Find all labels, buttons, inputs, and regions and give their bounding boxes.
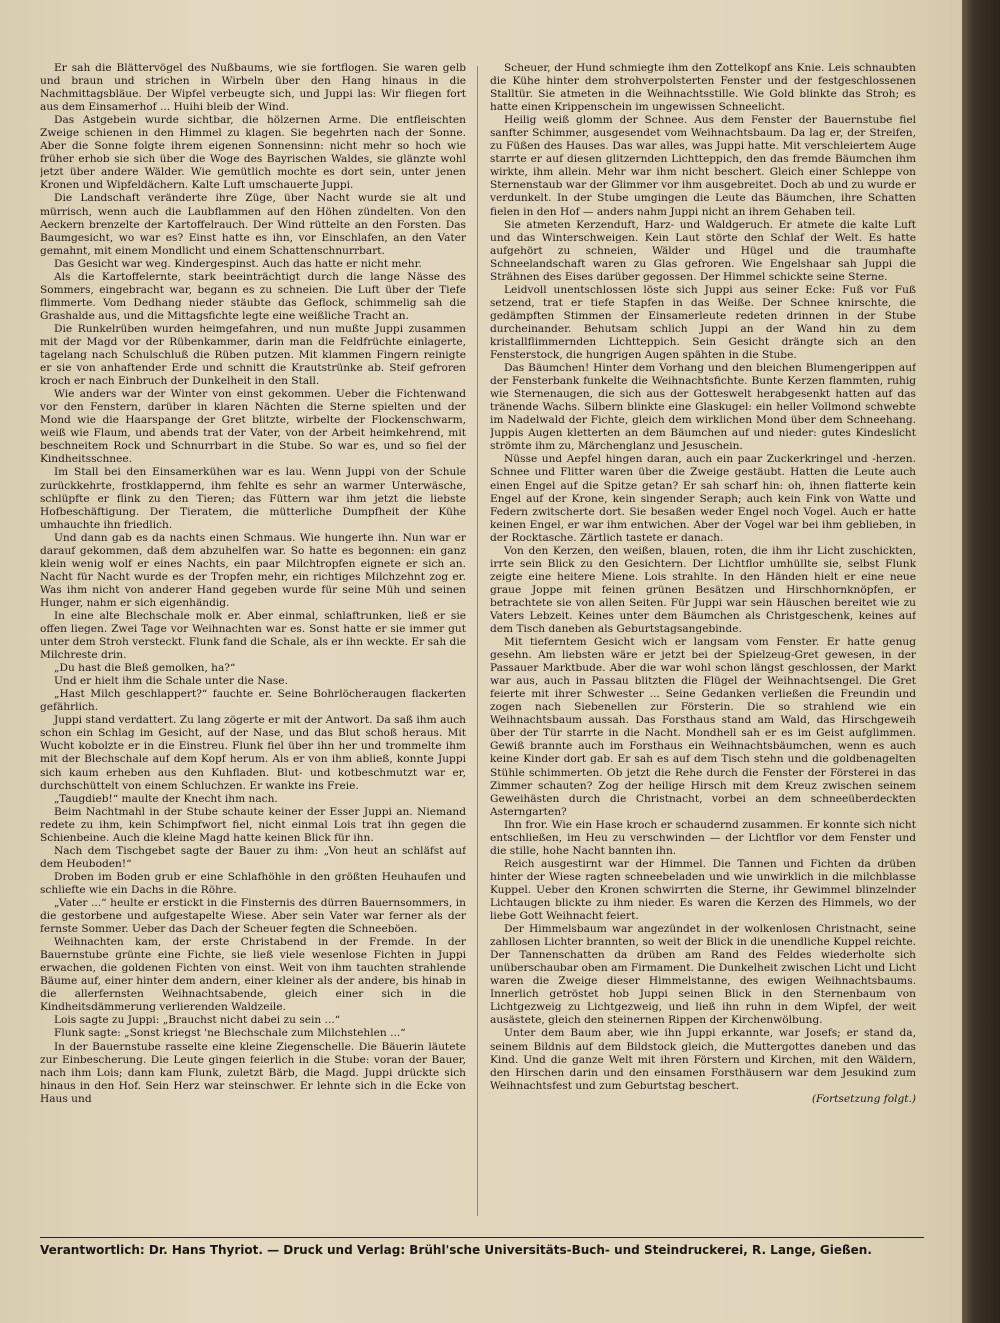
- left-column: [40, 62, 466, 1230]
- footer-rule: [40, 1237, 924, 1238]
- article-paragraph: Lois sagte zu Juppi: „Brauchst nicht dabei zu sein ...“: [54, 1014, 341, 1027]
- article-paragraph: Reich ausgestirnt war der Himmel. Die Tannen und Fichten da drüben hinter der Wiese ragten schneebeladen und wie unwirklich in die milchblasse Kuppel. Ueber den Kronen schwirrten die Sterne, ihr Gewimmel blinzelnder Lichtaugen blickte zu ihm nieder. Es waren die Kerzen des Himmels, wo der liebe Gott Weihnacht feiert.: [490, 857, 916, 923]
- continued-note: (Fortsetzung folgt.): [811, 1092, 916, 1105]
- article-paragraph: Das Gesicht war weg. Kindergespinst. Auch das hatte er nicht mehr.: [54, 257, 422, 270]
- article-paragraph: In eine alte Blechschale molk er. Aber einmal, schlaftrunken, ließ er sie offen liegen. Zwei Tage vor Weihnachten war es. Sonst hatte er sie immer gut unter dem Stroh versteckt. Flunk fand die Schale, als er ihn weckte. Er sah die Milchreste drin.: [40, 609, 466, 662]
- article-body: [40, 62, 924, 1230]
- article-paragraph: Als die Kartoffelernte, stark beeinträchtigt durch die lange Nässe des Sommers, eingebracht war, begann es zu schneien. Die Luft über der Tiefe flimmerte. Vom Dedhang nieder stäubte das Geflock, schimmelig sah die Grashalde aus, und die Mittagsfichte legte eine weißliche Tracht an.: [40, 270, 466, 322]
- article-paragraph: „Du hast die Bleß gemolken, ha?“: [54, 662, 236, 675]
- article-paragraph: Nach dem Tischgebet sagte der Bauer zu ihm: „Von heut an schläfst auf dem Heuboden!“: [40, 844, 466, 870]
- article-paragraph: Der Himmelsbaum war angezündet in der wolkenlosen Christnacht, seine zahllosen Lichter brannten, so weit der Blick in die unendliche Kuppel reichte. Der Tannenschatten da drüben am Rand des Feldes wiederholte sich unüberschaubar oben am Firmament. Die Dunkelheit zwischen Licht und Licht waren die Zweige dieser Himmelstanne, des ewigen Weihnachtsbaums. Innerlich getröstet hob Juppi seinen Blick in den Sternenbaum von Lichtgezweig zu Lichtgezweig, und ließ ihn ruhn in dem Wipfel, der weit ausästete, gleich den steinernen Rippen der Kirchenwölbung.: [490, 923, 916, 1027]
- article-paragraph: Von den Kerzen, den weißen, blauen, roten, die ihm ihr Licht zuschickten, irrte sein Blick zu den Gesichtern. Der Lichtflor umhüllte sie, selbst Flunk zeigte eine heitere Miene. Lois strahlte. In den Händen hielt er eine neue graue Joppe mit feinen grünen Besätzen und Hirschhornknöpfen, er betrachtete sie von allen Seiten. Für Juppi war sein Häuschen bereitet wie zu Vaters Lebzeit. Keines unter dem Bäumchen als Christgeschenk, keines auf dem Tisch daneben als Geburtstagsangebinde.: [490, 544, 916, 636]
- article-paragraph: Im Stall bei den Einsamerkühen war es lau. Wenn Juppi von der Schule zurückkehrte, frostklappernd, ihm fehlte es sehr an warmer Unterwäsche, schlüpfte er flink zu den Tieren; das Füttern war ihm jetzt die liebste Hofbeschäftigung. Der Tieratem, die mütterliche Dumpfheit der Kühe umhauchte ihn friedlich.: [40, 466, 466, 531]
- right-column: [490, 62, 916, 1230]
- article-paragraph: Das Astgebein wurde sichtbar, die hölzernen Arme. Die entfleischten Zweige schienen in den Himmel zu klagen. Sie begehrten nach der Sonne. Aber die Sonne folgte ihrem eigenen Sonnensinn: nicht mehr so hoch wie früher erhob sie sich über die Woge des Bayrischen Waldes, sie glänzte wohl jetzt über andere Wälder. Wie gemütlich mochte es dort sein, unter jenen Kronen und Wipfeldächern. Kalte Luft umschauerte Juppi.: [40, 114, 466, 192]
- article-paragraph: Wie anders war der Winter von einst gekommen. Ueber die Fichtenwand vor den Fenstern, darüber in klaren Nächten die Sterne spielten und der Mond wie die Haarspange der Gret blitzte, wirbelte der Flockenschwarm, weiß wie Flaum, und abends trat der Vater, von der Arbeit heimkehrend, mit beschneitem Rock und Schnurrbart in die Stube. So war es, und so fiel der Kindheitsschnee.: [40, 388, 466, 466]
- article-paragraph: Mit tieferntem Gesicht wich er langsam vom Fenster. Er hatte genug gesehn. Am liebsten wäre er jetzt bei der Spielzeug-Gret gewesen, in der Passauer Marktbude. Aber die war wohl schon längst geschlossen, der Markt war aus, auch in Passau blitzten die Flügel der Weihnachtsengel. Die Gret feierte mit ihrer Schwester ... Seine Gedanken verließen die Freundin und zogen nach Siebenellen zur Försterin. Die so strahlend wie ein Weihnachtsbaum aussah. Das Forsthaus stand am Wald, das Hirschgeweih über der Tür starrte in die Nacht. Mondhell sah er es im Geist aufglimmen. Gewiß brannte auch im Forsthaus ein Weihnachtsbäumchen, wenn es auch keine Kinder dort gab. Er sah es auf dem Tisch stehn und die goldbenagelten Stühle schimmerten. Ob jetzt die Rehe durch die Fenster der Försterei in das Zimmer schauten? Zog der heilige Hirsch mit dem Kreuz zwischen seinem Geweihästen durch die Christnacht, vorbei an dem schneeüberdeckten Asterngarten?: [490, 636, 916, 818]
- article-paragraph: Flunk sagte: „Sonst kriegst 'ne Blechschale zum Milchstehlen ...“: [54, 1027, 406, 1040]
- article-paragraph: „Vater ...“ heulte er erstickt in die Finsternis des dürren Bauernsommers, in die gestorbene und aufgestapelte Wiese. Aber sein Vater war ferner als der fernste Sommer. Ueber das Dach der Scheuer fegten die Schneeböen.: [40, 897, 466, 936]
- article-paragraph: Sie atmeten Kerzenduft, Harz- und Waldgeruch. Er atmete die kalte Luft und das Winterschweigen. Kein Laut störte den Schlaf der Welt. Es hatte aufgehört zu schneien, Wälder und Hügel und die traumhafte Schneelandschaft waren zu Glas gefroren. Wie Engelshaar sah Juppi die Strähnen des Eises darüber gegossen. Der Himmel schickte seine Sterne.: [490, 218, 916, 283]
- article-paragraph: Juppi stand verdattert. Zu lang zögerte er mit der Antwort. Da saß ihm auch schon ein Schlag im Gesicht, auf der Nase, und das Blut schoß heraus. Mit Wucht kobolzte er in die Einstreu. Flunk fiel über ihn her und trommelte ihm mit der Blechschale auf dem Kopf herum. Als er von ihm abließ, konnte Juppi sich kaum erheben aus den Kuhfladen. Blut- und kotbeschmutzt war er, durchschüttelt von einem Schluchzen. Er wankte ins Freie.: [40, 714, 466, 792]
- article-paragraph: Heilig weiß glomm der Schnee. Aus dem Fenster der Bauernstube fiel sanfter Schimmer, ausgesendet vom Weihnachtsbaum. Da lag er, der Streifen, zu Füßen des Hauses. Das war alles, was Juppi hatte. Mit verschleiertem Auge starrte er auf diesen glitzernden Lichtteppich, den das fremde Bäumchen ihm wirkte, ihm allein. Mehr war ihm nicht beschert. Gleich einer Schleppe von Sternenstaub war der Glimmer vor ihm ausgebreitet. Doch ab und zu wurde er verdunkelt. In der Stube umgingen die Leute das Bäumchen, ihre Schatten fielen in den Hof — anders nahm Juppi nicht an ihrem Gehaben teil.: [490, 114, 916, 218]
- article-paragraph: In der Bauernstube rasselte eine kleine Ziegenschelle. Die Bäuerin läutete zur Einbescherung. Die Leute gingen feierlich in die Stube: voran der Bauer, nach ihm Lois; dann kam Flunk, zuletzt Bärb, die Magd. Juppi drückte sich hinaus in den Hof. Sein Herz war steinschwer. Er lehnte sich in die Ecke von Haus und: [40, 1040, 466, 1105]
- article-paragraph: Droben im Boden grub er eine Schlafhöhle in den größten Heuhaufen und schliefte wie ein Dachs in die Röhre.: [40, 870, 466, 896]
- article-paragraph: Ihn fror. Wie ein Hase kroch er schaudernd zusammen. Er konnte sich nicht entschließen, im Heu zu verschwinden — der Lichtflor vor dem Fenster und die stille, hohe Nacht bannten ihn.: [490, 818, 916, 857]
- page-binding-edge: [962, 0, 1000, 1323]
- article-paragraph: Beim Nachtmahl in der Stube schaute keiner der Esser Juppi an. Niemand redete zu ihm, kein Schimpfwort fiel, nicht einmal Lois trat ihn gegen die Schienbeine. Auch die kleine Magd hatte keinen Blick für ihn.: [40, 805, 466, 844]
- article-paragraph: Das Bäumchen! Hinter dem Vorhang und den bleichen Blumengerippen auf der Fensterbank funkelte die Weihnachtsfichte. Bunte Kerzen flammten, ruhig wie Sternenaugen, die sich aus der Gotteswelt herabgesenkt hatten auf das tränende Wachs. Silbern blinkte eine Glaskugel: ein heller Vollmond schwebte im Nadelwald der Fichte, gleich dem wirklichen Mond über dem Schneehang. Juppis Augen kletterten an dem Bäumchen auf und nieder: gutes Kindeslicht strömte ihm zu, Märchenglanz und Jesuschein.: [490, 362, 916, 453]
- footer-imprint: Verantwortlich: Dr. Hans Thyriot. — Druck und Verlag: Brühl'sche Universitäts-Buch- und Steindruckerei, R. Lange, Gießen.: [40, 1243, 872, 1257]
- article-paragraph: „Hast Milch geschlappert?“ fauchte er. Seine Bohrlöcheraugen flackerten gefährlich.: [40, 688, 466, 714]
- column-divider: [477, 66, 478, 1216]
- article-paragraph: Die Landschaft veränderte ihre Züge, über Nacht wurde sie alt und mürrisch, wenn auch die Laubflammen auf den Höhen zündelten. Von den Aeckern brenzelte der Kartoffelrauch. Der Wind rüttelte an den Forsten. Das Baumgesicht, wo war es? Einst hatte es ihn, vor Einschlafen, an den Vater gemahnt, mit einem Mondlicht und einem Schattenschnurrbart.: [40, 192, 466, 257]
- article-paragraph: „Taugdieb!“ maulte der Knecht ihm nach.: [54, 792, 278, 805]
- article-paragraph: Leidvoll unentschlossen löste sich Juppi aus seiner Ecke: Fuß vor Fuß setzend, trat er tiefe Stapfen in das Weiße. Der Schnee knirschte, die gedämpften Stimmen der Einsamerleute redeten drinnen in der Stube durcheinander. Behutsam schlich Juppi an der Wand hin zu dem kristallflimmernden Lichtteppich. Sein Gesicht drängte sich an den Fensterstock, die hungrigen Augen spähten in die Stube.: [490, 283, 916, 362]
- article-paragraph: Und er hielt ihm die Schale unter die Nase.: [54, 675, 288, 688]
- article-paragraph: Die Runkelrüben wurden heimgefahren, und nun mußte Juppi zusammen mit der Magd vor der Rübenkammer, darin man die Feldfrüchte einlagerte, tagelang nach Schulschluß die Rüben putzen. Mit klammen Fingern reinigte er sie von anhaftender Erde und schnitt die Krautstrünke ab. Steif gefroren kroch er nach Einbruch der Dunkelheit in den Stall.: [40, 322, 466, 388]
- article-paragraph: Er sah die Blättervögel des Nußbaums, wie sie fortflogen. Sie waren gelb und braun und strichen in Wirbeln über den Hang hinaus in die Nachmittagsbläue. Der Wipfel verbeugte sich, und Juppi las: Wir fliegen fort aus dem Einsamerhof ... Huihi bleib der Wind.: [40, 62, 466, 114]
- article-paragraph: Und dann gab es da nachts einen Schmaus. Wie hungerte ihn. Nun war er darauf gekommen, daß dem abzuhelfen war. So hatte es begonnen: ein ganz klein wenig wolf er eines Nachts, ein paar Milchtropfen eignete er sich an. Nacht für Nacht wurde es der Tropfen mehr, ein richtiges Milchzehnt zog er. Was ihm nicht von anderer Hand gegeben wurde für seine Müh und seinen Hunger, nahm er sich eigenhändig.: [40, 531, 466, 609]
- article-paragraph: Weihnachten kam, der erste Christabend in der Fremde. In der Bauernstube grünte eine Fichte, sie ließ viele wesenlose Fichten in Juppi erwachen, die goldenen Fichten von einst. Weit von ihm tauchten strahlende Bäume auf, einer hinter dem andern, einer kleiner als der andere, bis hinab in die allerfernsten Weihnachtsabende, gleich einer sich in die Kindheitsdämmerung verlierenden Waldzeile.: [40, 936, 466, 1014]
- article-paragraph: Nüsse und Aepfel hingen daran, auch ein paar Zuckerkringel und -herzen. Schnee und Flitter waren über die Zweige gestäubt. Hatten die Leute auch einen Engel auf die Spitze getan? Er sah scharf hin: oh, ihnen flatterte kein Engel auf der Krone, kein singender Seraph; auch kein Fink von Watte und Federn zwitscherte dort. Sie besaßen weder Engel noch Vogel. Auch er hatte keinen Engel, er war ihm entwichen. Aber der Vogel war bei ihm geblieben, in der Rocktasche. Zärtlich tastete er danach.: [490, 453, 916, 544]
- article-paragraph: Unter dem Baum aber, wie ihn Juppi erkannte, war Josefs; er stand da, seinem Bildnis auf dem Bildstock gleich, die Muttergottes daneben und das Kind. Und die ganze Welt mit ihren Förstern und Kirchen, mit den Wäldern, den Hirschen darin und den einsamen Forsthäusern war dem Jesukind zum Weihnachtsfest und zum Geburtstag beschert.: [490, 1027, 916, 1092]
- article-paragraph: Scheuer, der Hund schmiegte ihm den Zottelkopf ans Knie. Leis schnaubten die Kühe hinter dem strohverpolsterten Fenster und der festgeschlossenen Stalltür. Sie atmeten in die Weihnachtsstille. Wie Gold blinkte das Stroh; es hatte einen Krippenschein im ungewissen Schneelicht.: [490, 62, 916, 114]
